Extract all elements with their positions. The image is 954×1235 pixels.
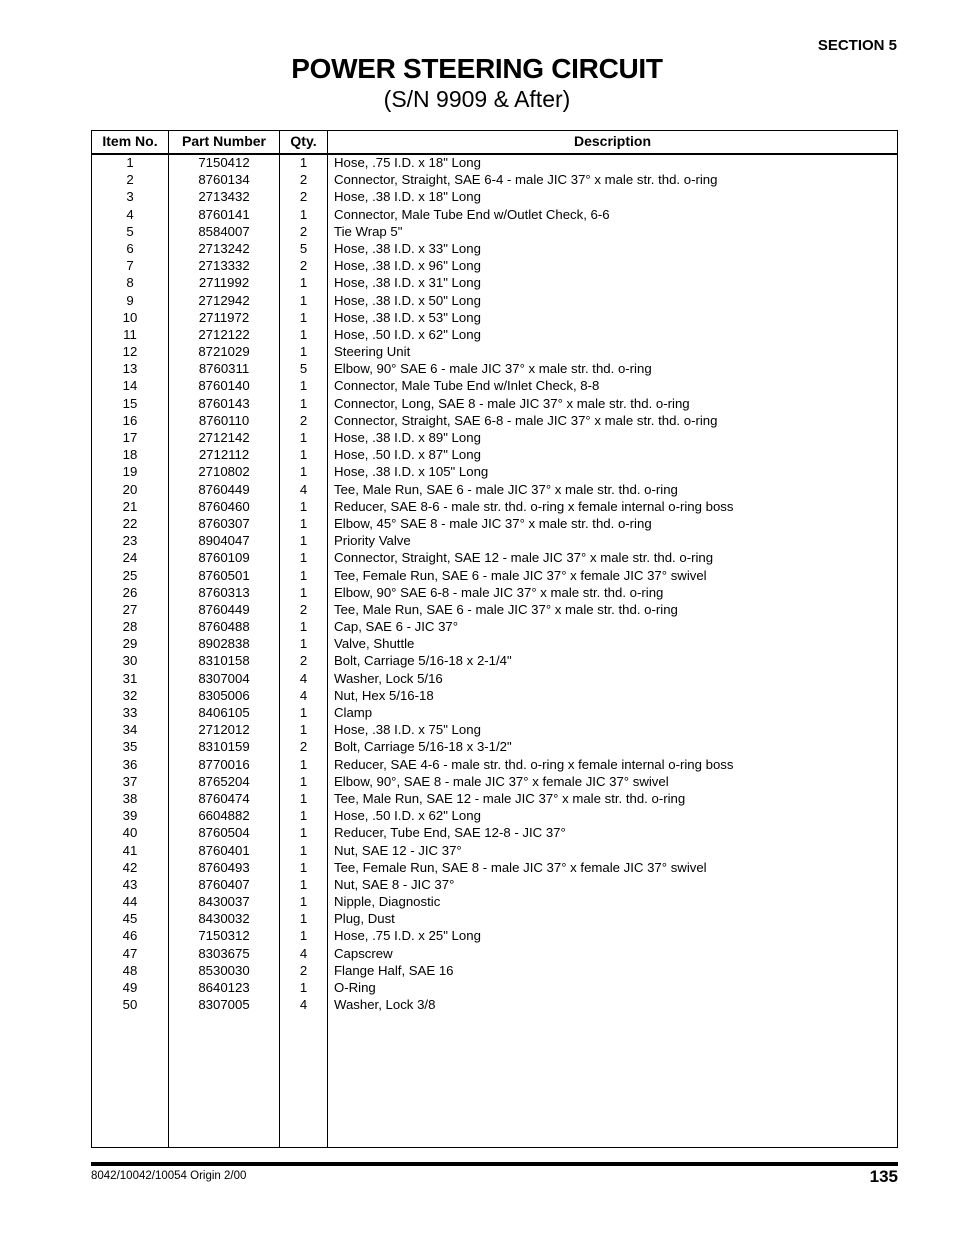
item-no-cell: 38 — [122, 790, 138, 806]
item-no-cell: 28 — [122, 619, 138, 635]
description-cell: Hose, .75 I.D. x 25" Long — [334, 928, 481, 944]
item-no-cell: 17 — [122, 430, 138, 445]
item-no-cell: 16 — [122, 412, 138, 428]
description-cell: Hose, .38 I.D. x 50" Long — [334, 292, 481, 308]
qty-cell: 2 — [299, 189, 308, 205]
part-number-cell: 2712942 — [198, 292, 250, 308]
qty-cell: 4 — [299, 687, 308, 703]
table-row — [92, 756, 897, 773]
table-row — [92, 567, 897, 584]
part-number-cell: 2711992 — [198, 275, 250, 291]
description-cell: Reducer, Tube End, SAE 12-8 - JIC 37° — [334, 825, 566, 841]
part-number-cell: 8760143 — [198, 395, 250, 411]
item-no-cell: 4 — [126, 206, 134, 222]
table-row — [92, 773, 897, 790]
description-cell: Hose, .75 I.D. x 18" Long — [334, 155, 481, 170]
description-cell: Hose, .50 I.D. x 87" Long — [334, 447, 481, 463]
table-row — [92, 790, 897, 807]
description-cell: Elbow, 90° SAE 6 - male JIC 37° x male str. thd. o-ring — [334, 361, 652, 377]
part-number-cell: 8770016 — [198, 756, 250, 772]
qty-cell: 4 — [299, 997, 308, 1013]
table-row — [92, 979, 897, 996]
part-number-cell: 8406105 — [198, 705, 250, 720]
table-row — [92, 515, 897, 532]
part-number-cell: 8760307 — [198, 515, 250, 531]
description-cell: Reducer, SAE 8-6 - male str. thd. o-ring x female internal o-ring boss — [334, 498, 734, 514]
item-no-cell: 26 — [122, 584, 138, 600]
table-row — [92, 549, 897, 566]
table-row — [92, 326, 897, 343]
part-number-cell: 8760141 — [198, 206, 250, 222]
qty-cell: 1 — [299, 619, 308, 635]
qty-cell: 2 — [299, 412, 308, 428]
item-no-cell: 21 — [122, 498, 138, 514]
part-number-cell: 2711972 — [198, 309, 250, 325]
header-qty: Qty. — [290, 133, 317, 149]
qty-cell: 4 — [299, 670, 308, 686]
page-number: 135 — [869, 1167, 898, 1186]
item-no-cell: 45 — [122, 911, 138, 927]
description-cell: Flange Half, SAE 16 — [334, 962, 454, 978]
table-row — [92, 360, 897, 377]
description-cell: Bolt, Carriage 5/16-18 x 3-1/2" — [334, 739, 512, 755]
header-part-number: Part Number — [181, 133, 267, 149]
part-number-cell: 8760460 — [198, 498, 250, 514]
qty-cell: 1 — [299, 722, 308, 738]
item-no-cell: 36 — [122, 756, 138, 772]
part-number-cell: 8310159 — [198, 739, 250, 755]
description-cell: Tee, Female Run, SAE 8 - male JIC 37° x female JIC 37° swivel — [334, 859, 707, 875]
description-cell: Connector, Straight, SAE 6-4 - male JIC 37° x male str. thd. o-ring — [334, 172, 718, 188]
item-no-cell: 29 — [122, 636, 138, 652]
description-cell: Hose, .50 I.D. x 62" Long — [334, 808, 481, 824]
qty-cell: 1 — [299, 292, 308, 308]
part-number-cell: 2713242 — [198, 240, 250, 256]
qty-cell: 1 — [299, 825, 308, 841]
qty-cell: 2 — [299, 258, 308, 274]
part-number-cell: 8765204 — [198, 773, 250, 789]
part-number-cell: 2712142 — [198, 430, 250, 445]
qty-cell: 1 — [299, 773, 308, 789]
qty-cell: 1 — [299, 309, 308, 325]
description-cell: Hose, .50 I.D. x 62" Long — [334, 326, 481, 342]
qty-cell: 1 — [299, 275, 308, 291]
item-no-cell: 43 — [122, 876, 138, 892]
qty-cell: 1 — [299, 894, 308, 910]
table-row — [92, 481, 897, 498]
part-number-cell: 8305006 — [198, 687, 250, 703]
description-cell: Bolt, Carriage 5/16-18 x 2-1/4" — [334, 653, 512, 669]
description-cell: Elbow, 90° SAE 6-8 - male JIC 37° x male str. thd. o-ring — [334, 584, 664, 600]
description-cell: Capscrew — [334, 945, 393, 961]
qty-cell: 1 — [299, 155, 308, 170]
description-cell: Nipple, Diagnostic — [334, 894, 441, 910]
table-row — [92, 876, 897, 893]
qty-cell: 1 — [299, 790, 308, 806]
table-row — [92, 154, 897, 171]
item-no-cell: 35 — [122, 739, 138, 755]
description-cell: Tee, Male Run, SAE 6 - male JIC 37° x male str. thd. o-ring — [334, 481, 678, 497]
qty-cell: 1 — [299, 447, 308, 463]
item-no-cell: 50 — [122, 997, 138, 1013]
table-row — [92, 377, 897, 394]
part-number-cell: 8760474 — [198, 790, 250, 806]
part-number-cell: 8721029 — [198, 344, 250, 360]
item-no-cell: 3 — [126, 189, 134, 205]
qty-cell: 1 — [299, 344, 308, 360]
part-number-cell: 8760134 — [198, 172, 250, 188]
description-cell: Hose, .38 I.D. x 96" Long — [334, 258, 481, 274]
footer-model-info: 8042/10042/10054 Origin 2/00 — [91, 1170, 247, 1182]
description-cell: Hose, .38 I.D. x 53" Long — [334, 309, 481, 325]
item-no-cell: 49 — [122, 980, 138, 995]
description-cell: Hose, .38 I.D. x 75" Long — [334, 722, 481, 738]
qty-cell: 1 — [299, 636, 308, 652]
description-cell: Hose, .38 I.D. x 18" Long — [334, 189, 481, 205]
item-no-cell: 6 — [126, 240, 134, 256]
part-number-cell: 8760407 — [198, 876, 250, 892]
part-number-cell: 8760311 — [198, 361, 250, 377]
part-number-cell: 2713332 — [198, 258, 250, 274]
part-number-cell: 8760110 — [198, 412, 250, 428]
part-number-cell: 8530030 — [198, 962, 250, 978]
table-row — [92, 824, 897, 841]
table-row — [92, 842, 897, 859]
table-row — [92, 945, 897, 962]
table-row — [92, 584, 897, 601]
part-number-cell: 8904047 — [198, 533, 250, 549]
qty-cell: 2 — [299, 172, 308, 188]
qty-cell: 1 — [299, 756, 308, 772]
table-row — [92, 996, 897, 1013]
table-row — [92, 188, 897, 205]
item-no-cell: 42 — [122, 859, 138, 875]
table-row — [92, 893, 897, 910]
item-no-cell: 19 — [122, 464, 138, 480]
table-row — [92, 635, 897, 652]
part-number-cell: 2712122 — [198, 326, 250, 342]
table-row — [92, 395, 897, 412]
part-number-cell: 8307005 — [198, 997, 250, 1013]
description-cell: Washer, Lock 5/16 — [334, 670, 443, 686]
part-number-cell: 8307004 — [198, 670, 250, 686]
description-cell: Tee, Male Run, SAE 12 - male JIC 37° x male str. thd. o-ring — [334, 790, 686, 806]
table-row — [92, 257, 897, 274]
item-no-cell: 11 — [123, 326, 137, 342]
part-number-cell: 8760504 — [198, 825, 250, 841]
table-row — [92, 223, 897, 240]
part-number-cell: 8760501 — [198, 567, 250, 583]
item-no-cell: 13 — [122, 361, 138, 377]
part-number-cell: 2712012 — [198, 722, 250, 738]
item-no-cell: 44 — [122, 894, 138, 910]
item-no-cell: 32 — [122, 687, 138, 703]
page-title: POWER STEERING CIRCUIT — [291, 53, 663, 84]
item-no-cell: 9 — [126, 292, 134, 308]
description-cell: Connector, Male Tube End w/Inlet Check, 8-8 — [334, 378, 600, 394]
part-number-cell: 8760488 — [198, 619, 250, 635]
item-no-cell: 15 — [122, 395, 138, 411]
description-cell: O-Ring — [334, 980, 376, 995]
item-no-cell: 27 — [122, 601, 138, 617]
description-cell: Nut, SAE 12 - JIC 37° — [334, 842, 462, 858]
item-no-cell: 23 — [122, 533, 138, 549]
part-number-cell: 8430032 — [198, 911, 250, 927]
table-row — [92, 206, 897, 223]
footer-rule — [91, 1162, 898, 1166]
part-number-cell: 6604882 — [198, 808, 250, 824]
qty-cell: 1 — [299, 430, 308, 445]
table-row — [92, 910, 897, 927]
qty-cell: 2 — [299, 653, 308, 669]
description-cell: Reducer, SAE 4-6 - male str. thd. o-ring x female internal o-ring boss — [334, 756, 734, 772]
qty-cell: 1 — [299, 928, 308, 944]
description-cell: Elbow, 90°, SAE 8 - male JIC 37° x female JIC 37° swivel — [334, 773, 669, 789]
qty-cell: 1 — [299, 464, 308, 480]
item-no-cell: 20 — [122, 481, 138, 497]
description-cell: Connector, Long, SAE 8 - male JIC 37° x male str. thd. o-ring — [334, 395, 690, 411]
part-number-cell: 7150312 — [198, 928, 250, 944]
item-no-cell: 39 — [122, 808, 138, 824]
table-row — [92, 927, 897, 944]
item-no-cell: 37 — [122, 773, 138, 789]
table-row — [92, 463, 897, 480]
part-number-cell: 8902838 — [198, 636, 250, 652]
item-no-cell: 25 — [122, 567, 138, 583]
description-cell: Elbow, 45° SAE 8 - male JIC 37° x male str. thd. o-ring — [334, 515, 652, 531]
item-no-cell: 46 — [122, 928, 138, 944]
item-no-cell: 22 — [122, 515, 138, 531]
description-cell: Cap, SAE 6 - JIC 37° — [334, 619, 459, 635]
item-no-cell: 24 — [122, 550, 138, 566]
qty-cell: 1 — [299, 326, 308, 342]
description-cell: Steering Unit — [334, 344, 411, 360]
part-number-cell: 2712112 — [198, 447, 250, 463]
description-cell: Clamp — [334, 705, 373, 720]
description-cell: Valve, Shuttle — [334, 636, 415, 652]
qty-cell: 1 — [299, 378, 308, 394]
item-no-cell: 10 — [122, 309, 138, 325]
part-number-cell: 2710802 — [198, 464, 250, 480]
item-no-cell: 48 — [122, 962, 138, 978]
table-body — [92, 154, 897, 1013]
description-cell: Nut, SAE 8 - JIC 37° — [334, 876, 455, 892]
part-number-cell: 8760401 — [198, 842, 250, 858]
table-row — [92, 274, 897, 291]
description-cell: Connector, Straight, SAE 6-8 - male JIC 37° x male str. thd. o-ring — [334, 412, 718, 428]
table-row — [92, 704, 897, 721]
description-cell: Hose, .38 I.D. x 105" Long — [334, 464, 489, 480]
part-number-cell: 8760493 — [198, 859, 250, 875]
qty-cell: 5 — [299, 361, 308, 377]
description-cell: Washer, Lock 3/8 — [334, 997, 436, 1013]
qty-cell: 1 — [299, 515, 308, 531]
item-no-cell: 40 — [122, 825, 138, 841]
item-no-cell: 5 — [126, 223, 134, 239]
item-no-cell: 7 — [126, 258, 134, 274]
table-row — [92, 618, 897, 635]
qty-cell: 1 — [299, 567, 308, 583]
part-number-cell: 8584007 — [198, 223, 250, 239]
item-no-cell: 18 — [122, 447, 138, 463]
parts-table — [91, 130, 898, 1148]
table-row — [92, 721, 897, 738]
qty-cell: 1 — [299, 498, 308, 514]
table-row — [92, 601, 897, 618]
item-no-cell: 1 — [126, 155, 134, 170]
item-no-cell: 33 — [122, 705, 138, 720]
part-number-cell: 2713432 — [198, 189, 250, 205]
table-row — [92, 309, 897, 326]
qty-cell: 1 — [299, 533, 308, 549]
table-header — [92, 131, 897, 155]
table-row — [92, 240, 897, 257]
table-row — [92, 171, 897, 188]
description-cell: Nut, Hex 5/16-18 — [334, 687, 434, 703]
part-number-cell: 7150412 — [198, 155, 250, 170]
qty-cell: 1 — [299, 550, 308, 566]
table-row — [92, 859, 897, 876]
header-description: Description — [573, 133, 651, 149]
qty-cell: 2 — [299, 223, 308, 239]
table-row — [92, 343, 897, 360]
qty-cell: 4 — [299, 945, 308, 961]
item-no-cell: 12 — [122, 344, 138, 360]
item-no-cell: 30 — [122, 653, 138, 669]
description-cell: Plug, Dust — [334, 911, 395, 927]
page-subtitle: (S/N 9909 & After) — [383, 86, 571, 112]
table-row — [92, 652, 897, 669]
table-row — [92, 532, 897, 549]
table-row — [92, 807, 897, 824]
description-cell: Hose, .38 I.D. x 89" Long — [334, 430, 481, 445]
qty-cell: 1 — [299, 206, 308, 222]
qty-cell: 1 — [299, 395, 308, 411]
part-number-cell: 8760140 — [198, 378, 250, 394]
table-row — [92, 498, 897, 515]
qty-cell: 1 — [299, 705, 308, 720]
qty-cell: 1 — [299, 911, 308, 927]
item-no-cell: 8 — [126, 275, 134, 291]
table-row — [92, 429, 897, 446]
description-cell: Tee, Male Run, SAE 6 - male JIC 37° x male str. thd. o-ring — [334, 601, 678, 617]
qty-cell: 1 — [299, 842, 308, 858]
description-cell: Priority Valve — [334, 533, 411, 549]
part-number-cell: 8310158 — [198, 653, 250, 669]
part-number-cell: 8760313 — [198, 584, 250, 600]
qty-cell: 1 — [299, 876, 308, 892]
part-number-cell: 8303675 — [198, 945, 250, 961]
qty-cell: 5 — [299, 240, 308, 256]
qty-cell: 2 — [299, 601, 308, 617]
qty-cell: 2 — [299, 739, 308, 755]
part-number-cell: 8760449 — [198, 481, 250, 497]
header-item-no: Item No. — [102, 133, 158, 149]
table-row — [92, 446, 897, 463]
description-cell: Hose, .38 I.D. x 31" Long — [334, 275, 481, 291]
qty-cell: 4 — [299, 481, 308, 497]
part-number-cell: 8640123 — [198, 980, 250, 995]
description-cell: Connector, Male Tube End w/Outlet Check, 6-6 — [334, 206, 610, 222]
section-label: SECTION 5 — [817, 37, 897, 54]
table-row — [92, 687, 897, 704]
part-number-cell: 8430037 — [198, 894, 250, 910]
item-no-cell: 2 — [126, 172, 134, 188]
description-cell: Connector, Straight, SAE 12 - male JIC 37° x male str. thd. o-ring — [334, 550, 714, 566]
table-row — [92, 670, 897, 687]
description-cell: Tie Wrap 5" — [334, 223, 403, 239]
table-row — [92, 412, 897, 429]
qty-cell: 1 — [299, 980, 308, 995]
qty-cell: 1 — [299, 859, 308, 875]
item-no-cell: 31 — [122, 670, 138, 686]
part-number-cell: 8760109 — [198, 550, 250, 566]
item-no-cell: 47 — [122, 945, 138, 961]
description-cell: Hose, .38 I.D. x 33" Long — [334, 240, 481, 256]
qty-cell: 1 — [299, 808, 308, 824]
qty-cell: 1 — [299, 584, 308, 600]
part-number-cell: 8760449 — [198, 601, 250, 617]
item-no-cell: 14 — [122, 378, 138, 394]
qty-cell: 2 — [299, 962, 308, 978]
table-row — [92, 292, 897, 309]
item-no-cell: 34 — [122, 722, 138, 738]
description-cell: Tee, Female Run, SAE 6 - male JIC 37° x female JIC 37° swivel — [334, 567, 707, 583]
table-row — [92, 738, 897, 755]
item-no-cell: 41 — [122, 842, 138, 858]
table-row — [92, 962, 897, 979]
